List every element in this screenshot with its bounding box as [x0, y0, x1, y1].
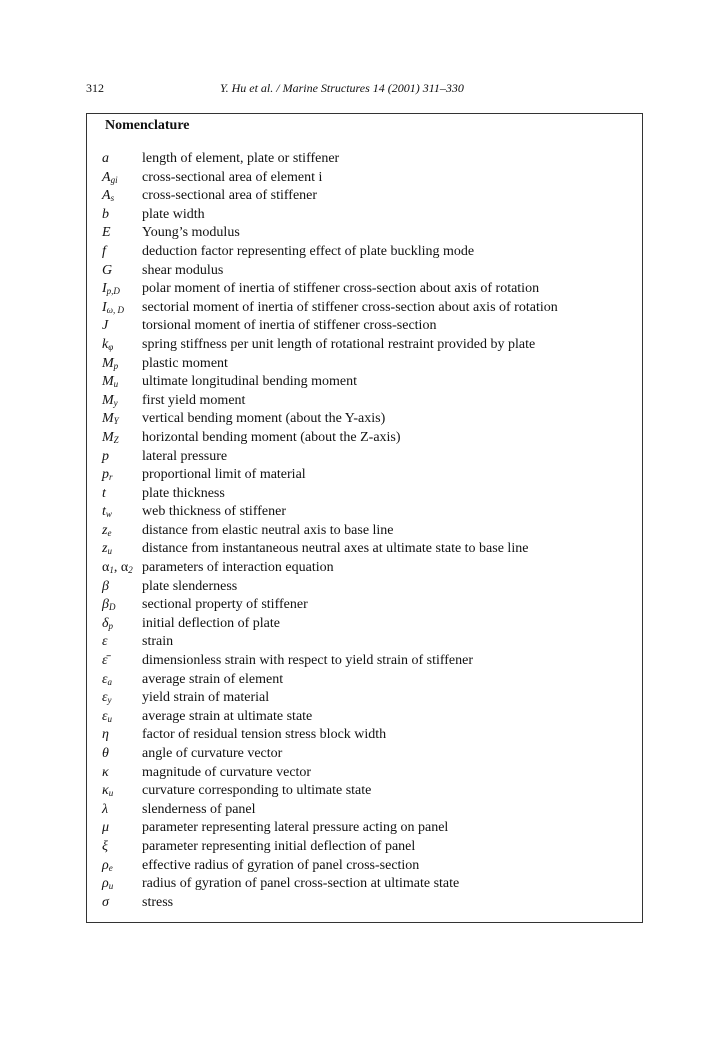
- nomenclature-entry: [87, 187, 642, 206]
- nomenclature-symbol: G: [102, 262, 113, 278]
- nomenclature-entry: [87, 857, 642, 876]
- nomenclature-title: Nomenclature: [105, 118, 190, 133]
- nomenclature-entry: [87, 596, 642, 615]
- nomenclature-symbol: $\alpha_1$, $\alpha_2$: [102, 560, 133, 576]
- nomenclature-description: average strain at ultimate state: [142, 708, 313, 724]
- nomenclature-symbol: λ: [102, 801, 109, 817]
- nomenclature-description: cross-sectional area of element i: [142, 169, 323, 185]
- nomenclature-description: sectional property of stiffener: [142, 597, 308, 613]
- nomenclature-entry: [87, 485, 642, 504]
- nomenclature-symbol: $\kappa_u$: [102, 783, 114, 799]
- nomenclature-entry: [87, 410, 642, 429]
- nomenclature-symbol: $A_{gi}$: [102, 169, 118, 185]
- nomenclature-symbol: $M_p$: [102, 355, 119, 371]
- nomenclature-symbol: $\beta_D$: [102, 597, 116, 613]
- nomenclature-description: parameter representing lateral pressure acting on panel: [142, 820, 449, 836]
- nomenclature-description: slenderness of panel: [142, 801, 256, 817]
- nomenclature-symbol: η: [102, 727, 109, 743]
- nomenclature-entry: [87, 689, 642, 708]
- nomenclature-symbol: $M_Z$: [102, 429, 119, 445]
- nomenclature-description: plate slenderness: [142, 578, 238, 594]
- nomenclature-box: [86, 113, 643, 923]
- nomenclature-symbol: $I_{p,D}$: [102, 281, 120, 297]
- nomenclature-description: deduction factor representing effect of plate buckling mode: [142, 243, 475, 259]
- nomenclature-description: parameters of interaction equation: [142, 560, 334, 576]
- nomenclature-symbol: $t_w$: [102, 504, 112, 520]
- nomenclature-symbol: κ: [102, 764, 109, 780]
- nomenclature-entry: [87, 559, 642, 578]
- page-number: 312: [86, 81, 104, 95]
- nomenclature-description: strain: [142, 634, 174, 650]
- nomenclature-entry: [87, 224, 642, 243]
- nomenclature-entry: [87, 392, 642, 411]
- nomenclature-description: cross-sectional area of stiffener: [142, 188, 318, 204]
- nomenclature-description: lateral pressure: [142, 448, 228, 464]
- nomenclature-entry: [87, 280, 642, 299]
- nomenclature-description: yield strain of material: [142, 690, 270, 706]
- nomenclature-symbol: f: [102, 243, 106, 259]
- nomenclature-description: web thickness of stiffener: [142, 504, 286, 520]
- nomenclature-description: parameter representing initial deflection of panel: [142, 838, 416, 854]
- nomenclature-entry: [87, 578, 642, 597]
- nomenclature-description: angle of curvature vector: [142, 746, 283, 761]
- nomenclature-description: factor of residual tension stress block width: [142, 727, 387, 743]
- nomenclature-symbol: $z_e$: [102, 522, 112, 538]
- nomenclature-symbol: $p_r$: [102, 467, 113, 483]
- nomenclature-entry: [87, 429, 642, 448]
- nomenclature-symbol: J: [102, 318, 109, 334]
- nomenclature-symbol: $\varepsilon_a$: [102, 671, 113, 687]
- nomenclature-entry: [87, 299, 642, 318]
- nomenclature-symbol: β: [102, 578, 109, 594]
- nomenclature-entry: [87, 243, 642, 262]
- nomenclature-entry: [87, 522, 642, 541]
- nomenclature-symbol: p: [102, 448, 109, 464]
- nomenclature-entry: [87, 801, 642, 820]
- nomenclature-entry: [87, 633, 642, 652]
- nomenclature-symbol: $A_s$: [102, 188, 115, 204]
- nomenclature-description: radius of gyration of panel cross-section at ultimate state: [142, 876, 460, 892]
- nomenclature-symbol: σ: [102, 894, 109, 910]
- nomenclature-entry: [87, 764, 642, 783]
- nomenclature-symbol: b: [102, 206, 109, 222]
- nomenclature-entry: [87, 708, 642, 727]
- running-head: Y. Hu et al. / Marine Structures 14 (2001) 311–330: [220, 81, 464, 95]
- nomenclature-description: horizontal bending moment (about the Z-axis): [142, 429, 401, 445]
- nomenclature-description: initial deflection of plate: [142, 615, 281, 631]
- nomenclature-description: first yield moment: [142, 392, 246, 408]
- nomenclature-entry: [87, 150, 642, 169]
- nomenclature-symbol: ξ: [102, 838, 108, 854]
- nomenclature-entry: [87, 503, 642, 522]
- nomenclature-description: length of element, plate or stiffener: [142, 151, 340, 166]
- nomenclature-description: ultimate longitudinal bending moment: [142, 374, 358, 390]
- nomenclature-symbol: $\delta_p$: [102, 615, 114, 631]
- nomenclature-entry: [87, 819, 642, 838]
- nomenclature-symbol: ε: [102, 634, 108, 650]
- nomenclature-entry: [87, 745, 642, 764]
- nomenclature-entry: [87, 652, 642, 671]
- nomenclature-description: proportional limit of material: [142, 467, 306, 483]
- nomenclature-entry: [87, 615, 642, 634]
- nomenclature-symbol: $M_y$: [102, 392, 118, 408]
- nomenclature-description: spring stiffness per unit length of rotational restraint provided by plate: [142, 336, 536, 352]
- nomenclature-description: average strain of element: [142, 671, 284, 687]
- nomenclature-entry: [87, 671, 642, 690]
- nomenclature-description: Young’s modulus: [142, 225, 240, 241]
- nomenclature-symbol: $z_u$: [102, 541, 112, 557]
- nomenclature-description: distance from instantaneous neutral axes at ultimate state to base line: [142, 541, 529, 557]
- nomenclature-entry: [87, 838, 642, 857]
- nomenclature-description: stress: [142, 894, 174, 910]
- nomenclature-description: plate width: [142, 206, 205, 222]
- nomenclature-entry: [87, 726, 642, 745]
- nomenclature-description: dimensionless strain with respect to yield strain of stiffener: [142, 653, 474, 669]
- nomenclature-entry: [87, 262, 642, 281]
- nomenclature-symbol: $M_u$: [102, 374, 119, 390]
- nomenclature-symbol: $k_\varphi$: [102, 336, 114, 352]
- nomenclature-entry: [87, 448, 642, 467]
- nomenclature-symbol: μ: [102, 820, 110, 836]
- nomenclature-entry: [87, 336, 642, 355]
- nomenclature-entry: [87, 206, 642, 225]
- nomenclature-description: magnitude of curvature vector: [142, 764, 312, 780]
- nomenclature-list: [87, 150, 642, 912]
- nomenclature-symbol: a: [102, 151, 109, 166]
- nomenclature-description: plate thickness: [142, 485, 225, 501]
- nomenclature-description: curvature corresponding to ultimate state: [142, 783, 372, 799]
- nomenclature-entry: [87, 317, 642, 336]
- nomenclature-entry: [87, 373, 642, 392]
- nomenclature-entry: [87, 782, 642, 801]
- nomenclature-symbol: $I_{\omega, D}$: [102, 299, 125, 315]
- nomenclature-symbol: E: [102, 225, 111, 241]
- nomenclature-symbol: $\varepsilon_y$: [102, 690, 112, 706]
- nomenclature-entry: [87, 169, 642, 188]
- nomenclature-description: polar moment of inertia of stiffener cross-section about axis of rotation: [142, 281, 540, 297]
- nomenclature-symbol: $\rho_u$: [102, 876, 114, 892]
- nomenclature-symbol: $\varepsilon_u$: [102, 708, 113, 724]
- nomenclature-symbol: $M_Y$: [102, 411, 119, 427]
- nomenclature-description: vertical bending moment (about the Y-axis): [142, 411, 386, 427]
- nomenclature-symbol: $\rho_e$: [102, 857, 113, 873]
- nomenclature-entry: [87, 875, 642, 894]
- nomenclature-symbol: ε̄: [102, 653, 108, 669]
- nomenclature-symbol: θ: [102, 746, 109, 761]
- nomenclature-description: plastic moment: [142, 355, 228, 371]
- nomenclature-description: shear modulus: [142, 262, 224, 278]
- nomenclature-entry: [87, 355, 642, 374]
- nomenclature-entry: [87, 466, 642, 485]
- nomenclature-description: sectorial moment of inertia of stiffener cross-section about axis of rotation: [142, 299, 558, 315]
- nomenclature-description: torsional moment of inertia of stiffener cross-section: [142, 318, 437, 334]
- nomenclature-symbol: t: [102, 485, 106, 501]
- nomenclature-description: effective radius of gyration of panel cross-section: [142, 857, 420, 873]
- nomenclature-entry: [87, 894, 642, 913]
- nomenclature-entry: [87, 540, 642, 559]
- nomenclature-description: distance from elastic neutral axis to base line: [142, 522, 394, 538]
